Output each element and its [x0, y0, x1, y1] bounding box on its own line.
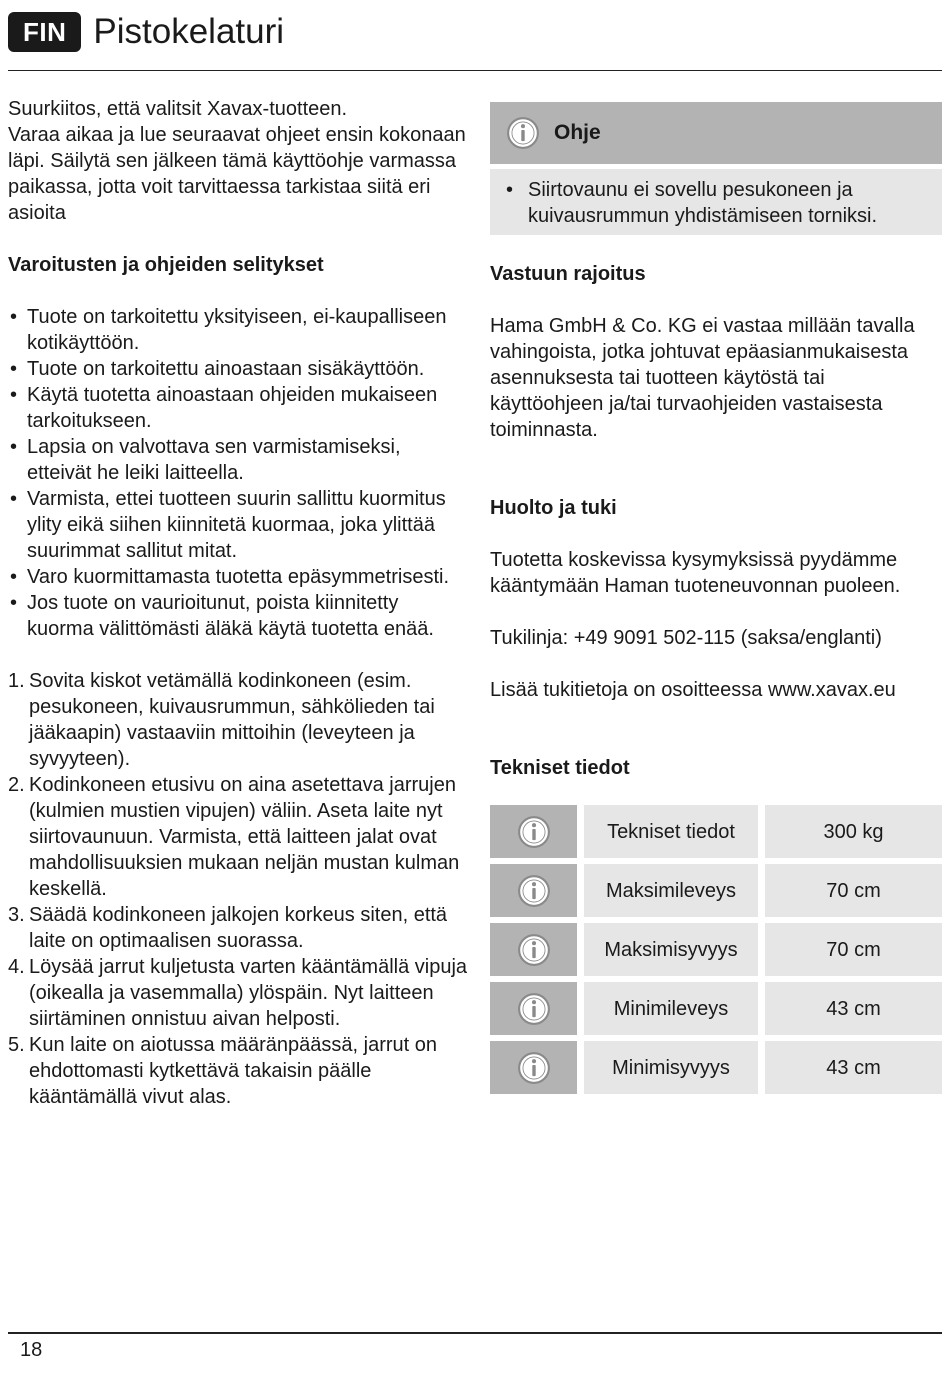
warning-item: • Lapsia on valvottava sen varmistamiseksi, etteivät he leiki laitteella. [8, 434, 468, 486]
spec-icon-cell [490, 805, 577, 858]
step-number: 1. [8, 670, 25, 692]
support-more-info: Lisää tukitietoja on osoitteessa www.xavax.eu [490, 679, 896, 701]
step-item [8, 772, 468, 902]
warning-item: • Jos tuote on vaurioitunut, poista kiinnitetty kuorma välittömästi äläkä käytä tuotetta enää. [8, 590, 468, 642]
step-number: 2. [8, 774, 25, 796]
info-icon [517, 874, 551, 908]
specs-table [490, 805, 942, 1094]
document-title: Pistokelaturi [93, 12, 285, 51]
warning-item: • Varmista, ettei tuotteen suurin sallittu kuormitus ylity eikä siihen kiinnitetä kuormaa, joka ylittää suurimmat sallitut mitat. [8, 486, 468, 564]
warnings-list [8, 304, 468, 642]
note-item: • Siirtovaunu ei sovellu pesukoneen ja kuivausrummun yhdistämiseen torniksi. [502, 177, 930, 229]
spec-row [490, 923, 942, 976]
note-body [490, 169, 942, 235]
intro-thanks: Suurkiitos, että valitsit Xavax-tuotteen. [8, 98, 348, 120]
step-item [8, 902, 468, 954]
note-label: Ohje [554, 121, 601, 144]
spec-label: Maksimisyvyys [584, 923, 758, 976]
support-heading: Huolto ja tuki [490, 497, 617, 519]
warning-item: • Varo kuormittamasta tuotetta epäsymmetrisesti. [8, 564, 468, 590]
step-number: 3. [8, 904, 25, 926]
spec-icon-cell [490, 923, 577, 976]
specs-heading: Tekniset tiedot [490, 757, 630, 779]
spec-row [490, 805, 942, 858]
spec-icon-cell [490, 1041, 577, 1094]
support-text: Tuotetta koskevissa kysymyksissä pyydämme kääntymään Haman tuoteneuvonnan puoleen. [490, 549, 901, 597]
note-list [502, 177, 930, 229]
step-text: Löysää jarrut kuljetusta varten kääntämällä vipuja (oikealla ja vasemmalla) ylöspäin. Nyt laitteen siirtäminen onnistuu aivan helposti. [29, 956, 468, 1030]
info-icon [517, 933, 551, 967]
spec-value: 70 cm [765, 923, 942, 976]
liability-text: Hama GmbH & Co. KG ei vastaa millään tavalla vahingoista, jotka johtuvat epäasianmukaisesta asennuksesta tai tuotteen käytöstä tai käyttöohjeen ja/tai turvaohjeiden vastaisesta toiminnasta. [490, 315, 915, 441]
step-number: 5. [8, 1034, 25, 1056]
info-icon [517, 992, 551, 1026]
step-text: Sovita kiskot vetämällä kodinkoneen (esim. pesukoneen, kuivausrummun, sähkölieden tai jääkaapin) vastaaviin mittoihin (leveyteen ja syvyyteen). [29, 670, 435, 770]
spec-label: Tekniset tiedot [584, 805, 758, 858]
step-text: Kodinkoneen etusivu on aina asetettava jarrujen (kulmien mustien vipujen) väliin. Aseta laite nyt siirtovaunuun. Varmista, että laitteen jalat ovat mahdollisuuksien mukaan neljän mustan kulman keskellä. [29, 774, 460, 900]
spec-value: 43 cm [765, 1041, 942, 1094]
spec-row [490, 864, 942, 917]
instruction-steps [8, 668, 468, 1110]
info-icon [517, 1051, 551, 1085]
spec-value: 300 kg [765, 805, 942, 858]
intro-instructions: Varaa aikaa ja lue seuraavat ohjeet ensin kokonaan läpi. Säilytä sen jälkeen tämä käyttöohje varmassa paikassa, jotta voit tarvittaessa tarkistaa siitä eri asioita [8, 124, 466, 224]
language-badge: FIN [8, 12, 81, 52]
step-text: Säädä kodinkoneen jalkojen korkeus siten, että laite on optimaalisen suorassa. [29, 904, 448, 952]
step-item [8, 668, 468, 772]
step-text: Kun laite on aiotussa määränpäässä, jarrut on ehdottomasti kytkettävä takaisin päälle kääntämällä vivut alas. [29, 1034, 438, 1108]
spec-icon-cell [490, 982, 577, 1035]
support-hotline: Tukilinja: +49 9091 502-115 (saksa/englanti) [490, 627, 882, 649]
footer-divider [8, 1332, 942, 1334]
step-item [8, 954, 468, 1032]
note-box [490, 102, 942, 235]
warning-item: • Käytä tuotetta ainoastaan ohjeiden mukaiseen tarkoitukseen. [8, 382, 468, 434]
spec-value: 43 cm [765, 982, 942, 1035]
step-number: 4. [8, 956, 25, 978]
info-icon [517, 815, 551, 849]
spec-label: Minimileveys [584, 982, 758, 1035]
liability-heading: Vastuun rajoitus [490, 263, 646, 285]
spec-value: 70 cm [765, 864, 942, 917]
warnings-heading: Varoitusten ja ohjeiden selitykset [8, 254, 324, 276]
spec-row [490, 982, 942, 1035]
step-item [8, 1032, 468, 1110]
spec-label: Maksimileveys [584, 864, 758, 917]
note-header [490, 102, 942, 164]
warning-item: • Tuote on tarkoitettu ainoastaan sisäkäyttöön. [8, 356, 468, 382]
warning-item: • Tuote on tarkoitettu yksityiseen, ei-kaupalliseen kotikäyttöön. [8, 304, 468, 356]
page-header [8, 10, 284, 54]
spec-label: Minimisyvyys [584, 1041, 758, 1094]
page-number: 18 [20, 1339, 43, 1361]
right-column [490, 102, 942, 1100]
info-icon [506, 116, 540, 150]
spec-row [490, 1041, 942, 1094]
spec-icon-cell [490, 864, 577, 917]
left-column [8, 96, 468, 1110]
header-divider [8, 70, 942, 71]
